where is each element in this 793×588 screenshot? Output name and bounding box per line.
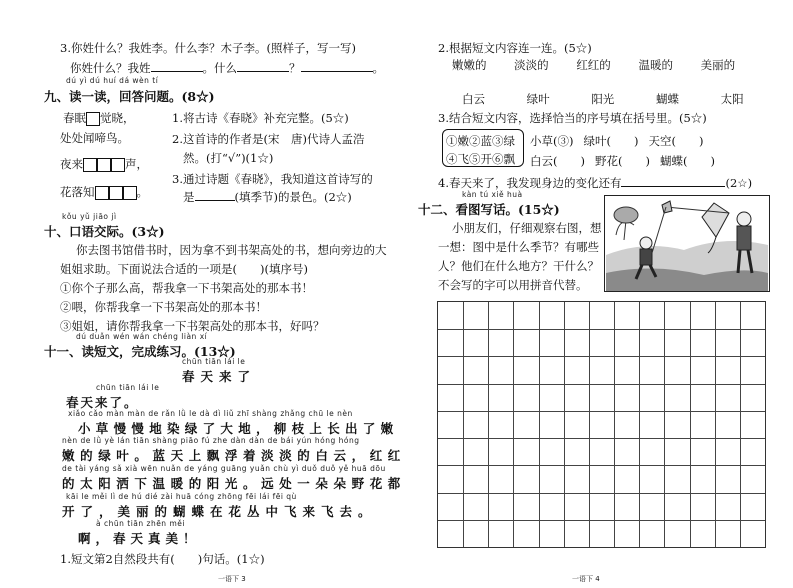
match-bottom-row xyxy=(462,91,744,107)
writing-prompt-4: 不会写的字可以用拼音代替。 xyxy=(438,278,588,292)
grid-row-line xyxy=(438,520,765,521)
pinyin-box[interactable] xyxy=(95,186,109,200)
passage-line-3: 嫩的绿叶。蓝天上飘浮着淡淡的白云，红红 xyxy=(62,448,406,463)
answer-blank[interactable] xyxy=(301,61,373,72)
section-9-title: 九、读一读，回答问题。(8☆) xyxy=(44,89,215,104)
passage-question-1: 1.短文第2自然段共有( )句话。(1☆) xyxy=(60,552,265,566)
poem-question-1: 1.将古诗《春晓》补充完整。(5☆) xyxy=(172,111,349,125)
question-3-fill: 你姓什么？我姓 。什么 ？ 。 xyxy=(70,61,384,75)
section-9-pinyin: dú yì dú huí dá wèn tí xyxy=(66,76,159,85)
section-12-pinyin: kàn tú xiě huà xyxy=(462,190,523,199)
grid-column-line xyxy=(564,302,565,547)
grid-column-line xyxy=(664,302,665,547)
grid-column-line xyxy=(463,302,464,547)
grid-row-line xyxy=(438,356,765,357)
grid-column-line xyxy=(513,302,514,547)
passage-pinyin-5: kāi le měi lì de hú dié zài huā cóng zhōng fēi lái fēi qù xyxy=(66,492,297,501)
section-10-pinyin: kǒu yǔ jiāo jì xyxy=(62,212,117,221)
match-top-item[interactable]: 美丽的 xyxy=(700,58,736,72)
options-row-1: ①嫩②蓝③绿 xyxy=(446,134,515,148)
grid-column-line xyxy=(639,302,640,547)
section-10-option-3: ③姐姐，请你帮我拿一下书架高处的那本书，好吗？ xyxy=(60,319,325,333)
passage-title-pinyin: chūn tiān lái le xyxy=(182,357,246,366)
spring-kite-illustration xyxy=(604,195,770,292)
fill-row-1: 小草(③) 绿叶( ) 天空( ) xyxy=(530,134,704,148)
grid-column-line xyxy=(488,302,489,547)
match-bottom-item[interactable]: 阳光 xyxy=(591,92,615,106)
grid-column-line xyxy=(740,302,741,547)
grid-column-line xyxy=(539,302,540,547)
passage-pinyin-2: xiǎo cǎo màn màn de rǎn lǜ le dà dì liǔ zhī shàng zhǎng chū le nèn xyxy=(68,409,353,418)
match-bottom-item[interactable]: 白云 xyxy=(462,92,485,106)
section-10-option-1: ①你个子那么高，帮我拿一下书架高处的那本书！ xyxy=(60,281,313,295)
page-footer-left: 一语下 3 xyxy=(218,575,246,583)
question-2-title: 2.根据短文内容连一连。(5☆) xyxy=(438,41,592,55)
grid-row-line xyxy=(438,438,765,439)
pinyin-box[interactable] xyxy=(109,186,123,200)
answer-blank[interactable] xyxy=(195,190,235,201)
answer-blank[interactable] xyxy=(621,176,725,187)
page-footer-right: 一语下 4 xyxy=(572,575,600,583)
grid-column-line xyxy=(589,302,590,547)
passage-pinyin-1: chūn tiān lái le xyxy=(96,383,160,392)
passage-line-4: 的太阳洒下温暖的阳光。远处一朵朵野花都 xyxy=(62,476,406,491)
passage-title: 春天来了 xyxy=(182,369,257,384)
section-10-text-1: 你去图书馆借书时，因为拿不到书架高处的书，想向旁边的大 xyxy=(76,243,387,257)
pinyin-box[interactable] xyxy=(86,112,100,126)
section-11-pinyin: dú duǎn wén wán chéng liàn xí xyxy=(76,332,208,341)
match-top-item[interactable]: 嫩嫩的 xyxy=(452,58,487,72)
passage-pinyin-6: à chūn tiān zhēn měi xyxy=(96,519,185,528)
fill-row-2: 白云( ) 野花( ) 蝴蝶( ) xyxy=(530,154,715,168)
grid-column-line xyxy=(614,302,615,547)
poem-line-1: 春眠 觉晓， xyxy=(63,111,135,125)
poem-line-3: 夜来 声， xyxy=(60,157,148,171)
question-4: 4.春天来了，我发现身边的变化还有 (2☆) xyxy=(438,176,753,190)
match-top-item[interactable]: 温暖的 xyxy=(638,58,673,72)
grid-row-line xyxy=(438,493,765,494)
poem-question-2a: 2.这首诗的作者是(宋 唐)代诗人孟浩 xyxy=(172,132,365,146)
match-top-item[interactable]: 淡淡的 xyxy=(514,58,549,72)
section-11-title: 十一、读短文，完成练习。(13☆) xyxy=(44,344,236,359)
writing-prompt-2: 一想：图中是什么季节？有哪些 xyxy=(438,240,599,254)
passage-pinyin-3: nèn de lǜ yè lán tiān shàng piāo fú zhe dàn dàn de bái yún hóng hóng xyxy=(62,436,360,445)
section-10-option-2: ②喂，你帮我拿一下书架高处的那本书！ xyxy=(60,300,267,314)
writing-prompt-1: 小朋友们，仔细观察右图，想 xyxy=(452,221,602,235)
grid-row-line xyxy=(438,465,765,466)
pinyin-box[interactable] xyxy=(83,158,97,172)
passage-line-5: 开了，美丽的蝴蝶在花丛中飞来飞去。 xyxy=(62,504,377,519)
pinyin-box[interactable] xyxy=(97,158,111,172)
grid-row-line xyxy=(438,384,765,385)
options-row-2: ④飞⑤开⑥飘 xyxy=(446,152,515,166)
passage-pinyin-4: de tài yáng sǎ xià wēn nuǎn de yáng guāng yuǎn chù yì duǒ duǒ yě huā dōu xyxy=(62,464,386,473)
question-3-example: 3.你姓什么？我姓李。什么李？木子李。(照样子，写一写) xyxy=(60,41,356,55)
match-bottom-item[interactable]: 绿叶 xyxy=(526,92,550,106)
question-3-title: 3.结合短文内容，选择恰当的序号填在括号里。(5☆) xyxy=(438,111,707,125)
poem-question-2b: 然。(打“√”)(1☆) xyxy=(183,151,274,165)
match-top-row xyxy=(452,57,735,73)
answer-blank[interactable] xyxy=(237,61,289,72)
match-top-item[interactable]: 红红的 xyxy=(576,58,611,72)
section-12-title: 十二、看图写话。(15☆) xyxy=(418,202,560,217)
passage-line-6: 啊，春天真美！ xyxy=(78,531,201,546)
match-bottom-item[interactable]: 蝴蝶 xyxy=(655,92,679,106)
passage-line-1: 春天来了。 xyxy=(66,395,139,410)
poem-line-2: 处处闻啼鸟。 xyxy=(60,131,129,145)
passage-line-2: 小草慢慢地染绿了大地，柳枝上长出了嫩 xyxy=(78,421,399,436)
grid-column-line xyxy=(715,302,716,547)
pinyin-box[interactable] xyxy=(111,158,125,172)
grid-column-line xyxy=(690,302,691,547)
poem-question-3a: 3.通过诗题《春晓》，我知道这首诗写的 xyxy=(172,172,373,186)
writing-grid[interactable] xyxy=(437,301,766,548)
pinyin-box[interactable] xyxy=(123,186,137,200)
poem-line-4: 花落知 。 xyxy=(60,185,148,199)
grid-row-line xyxy=(438,411,765,412)
section-10-title: 十、口语交际。(3☆) xyxy=(44,224,165,239)
poem-question-3b: 是 (填季节)的景色。(2☆) xyxy=(183,190,352,204)
match-bottom-item[interactable]: 太阳 xyxy=(720,92,744,106)
grid-row-line xyxy=(438,329,765,330)
answer-blank[interactable] xyxy=(151,61,203,72)
writing-prompt-3: 人？他们在什么地方？干什么？ xyxy=(438,259,599,273)
section-10-text-2: 姐姐求助。下面说法合适的一项是( )(填序号) xyxy=(60,262,308,276)
